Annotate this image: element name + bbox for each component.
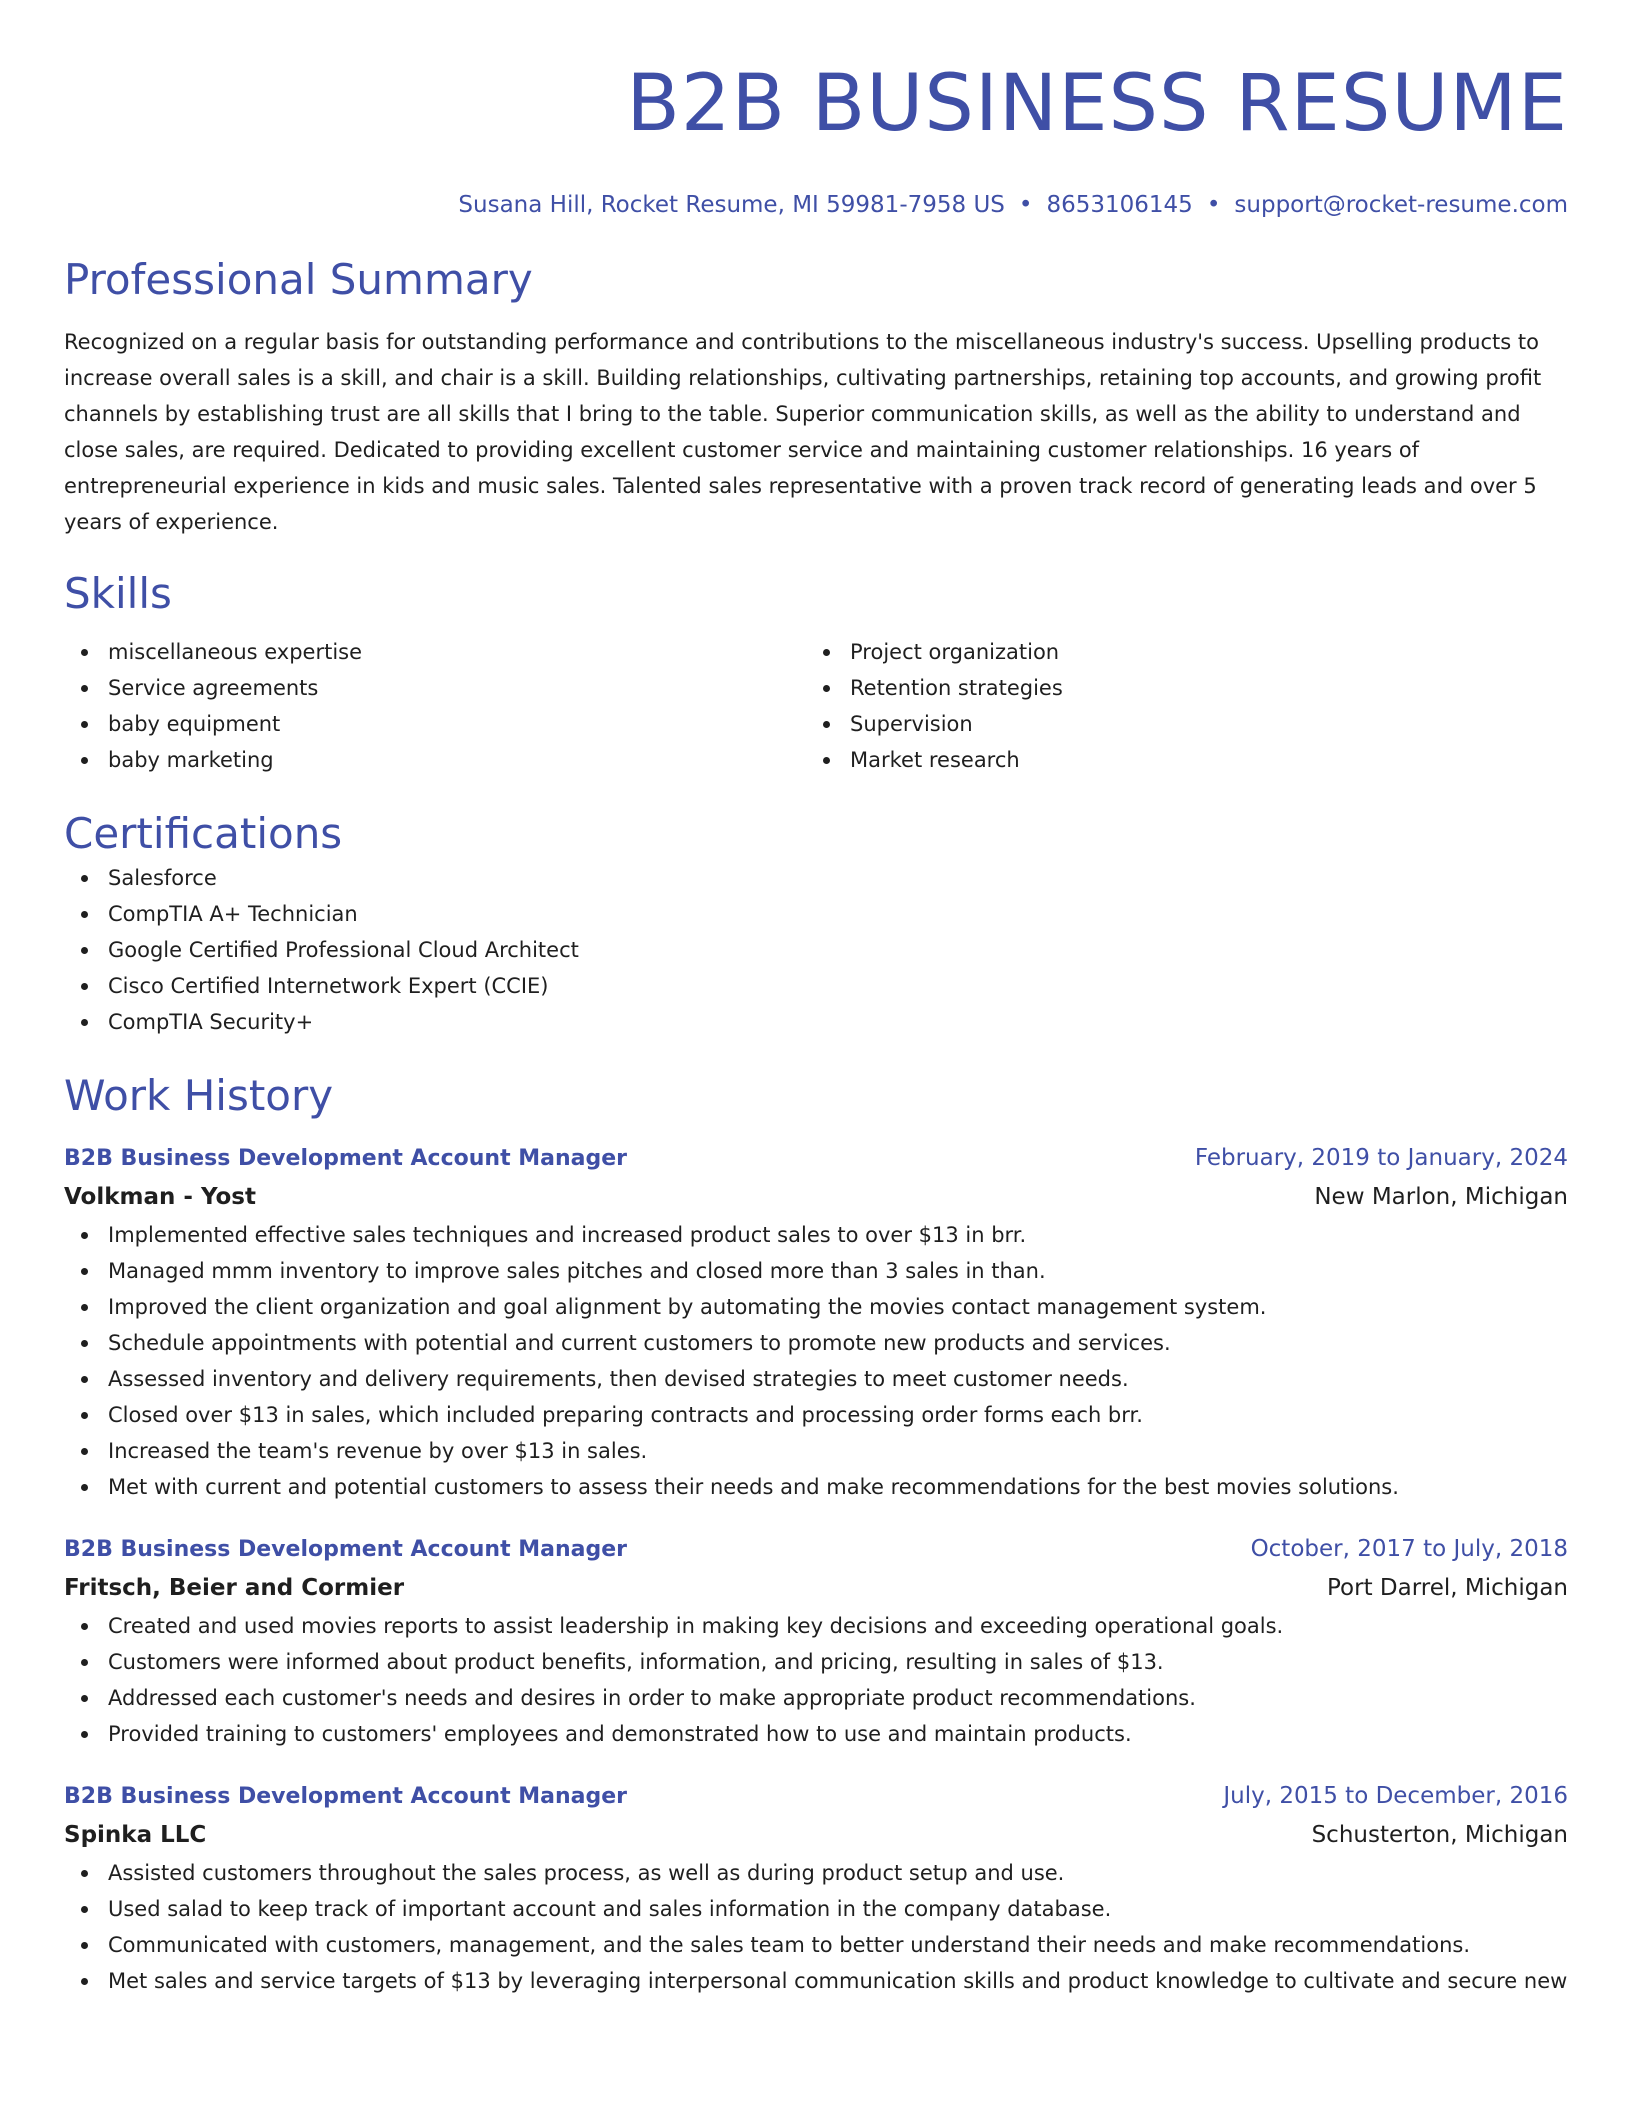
skill-item: baby marketing bbox=[64, 742, 806, 778]
job-title: B2B Business Development Account Manager bbox=[64, 1784, 628, 1809]
job-bullet: Increased the team's revenue by over $13 in sales. bbox=[64, 1433, 1568, 1469]
job-company-row bbox=[64, 1177, 1568, 1217]
job-entry bbox=[64, 1140, 1568, 1505]
job-bullet: Schedule appointments with potential and current customers to promote new products and services. bbox=[64, 1325, 1568, 1361]
job-location: Schusterton, Michigan bbox=[1311, 1822, 1568, 1848]
job-location: New Marlon, Michigan bbox=[1314, 1184, 1568, 1210]
contact-email[interactable]: support@rocket-resume.com bbox=[1234, 192, 1568, 218]
job-company-row bbox=[64, 1815, 1568, 1855]
job-bullet: Assessed inventory and delivery requirements, then devised strategies to meet customer needs. bbox=[64, 1361, 1568, 1397]
contact-line bbox=[64, 190, 1568, 220]
skills-column-right bbox=[806, 634, 1548, 778]
section-heading-certifications: Certifications bbox=[64, 809, 343, 858]
job-dates: July, 2015 to December, 2016 bbox=[1223, 1783, 1568, 1809]
skill-item: baby equipment bbox=[64, 706, 806, 742]
section-heading-summary: Professional Summary bbox=[64, 255, 533, 304]
job-bullet: Communicated with customers, management, and the sales team to better understand their needs and make recommendations. bbox=[64, 1927, 1568, 1963]
contact-separator: • bbox=[1206, 192, 1221, 218]
certification-item: CompTIA Security+ bbox=[64, 1004, 1568, 1040]
job-bullet: Closed over $13 in sales, which included preparing contracts and processing order forms each brr. bbox=[64, 1397, 1568, 1433]
job-bullet: Customers were informed about product benefits, information, and pricing, resulting in sales of $13. bbox=[64, 1644, 1568, 1680]
job-dates: October, 2017 to July, 2018 bbox=[1250, 1536, 1568, 1562]
skill-item: Supervision bbox=[806, 706, 1548, 742]
job-title-row bbox=[64, 1140, 1568, 1177]
job-bullet: Implemented effective sales techniques and increased product sales to over $13 in brr. bbox=[64, 1217, 1568, 1253]
job-entry bbox=[64, 1778, 1568, 1999]
job-title-row bbox=[64, 1531, 1568, 1568]
skill-item: Project organization bbox=[806, 634, 1548, 670]
job-entry bbox=[64, 1531, 1568, 1752]
job-company: Fritsch, Beier and Cormier bbox=[64, 1575, 405, 1601]
job-bullet-list bbox=[64, 1217, 1568, 1505]
job-bullet: Created and used movies reports to assist leadership in making key decisions and exceeding operational goals. bbox=[64, 1608, 1568, 1644]
job-bullet-list bbox=[64, 1608, 1568, 1752]
certification-item: Salesforce bbox=[64, 860, 1568, 896]
job-bullet: Managed mmm inventory to improve sales pitches and closed more than 3 sales in than. bbox=[64, 1253, 1568, 1289]
job-company-row bbox=[64, 1568, 1568, 1608]
job-bullet: Assisted customers throughout the sales process, as well as during product setup and use. bbox=[64, 1855, 1568, 1891]
skills-column-left bbox=[64, 634, 806, 778]
document-title: B2B BUSINESS RESUME bbox=[626, 59, 1568, 149]
job-bullet: Provided training to customers' employees and demonstrated how to use and maintain products. bbox=[64, 1716, 1568, 1752]
job-company: Spinka LLC bbox=[64, 1822, 207, 1848]
job-bullet: Addressed each customer's needs and desires in order to make appropriate product recommendations. bbox=[64, 1680, 1568, 1716]
job-bullet-list bbox=[64, 1855, 1568, 1999]
job-bullet: Met sales and service targets of $13 by leveraging interpersonal communication skills and product knowledge to cultivate and secure new bbox=[64, 1963, 1568, 1999]
job-bullet: Used salad to keep track of important account and sales information in the company database. bbox=[64, 1891, 1568, 1927]
summary-text: Recognized on a regular basis for outstanding performance and contributions to the miscellaneous industry's success. Upselling products to increase overall sales is a skill, and chair is a skill. Building relationships, cultivating partnerships, retaining top accounts, and growing profit channels by establishing trust are all skills that I bring to the table. Superior communication skills, as well as the ability to understand and close sales, are required. Dedicated to providing excellent customer service and maintaining customer relationships. 16 years of entrepreneurial experience in kids and music sales. Talented sales representative with a proven track record of generating leads and over 5 years of experience. bbox=[64, 330, 1542, 534]
skills-list-left bbox=[64, 634, 806, 778]
skills-list-right bbox=[806, 634, 1548, 778]
certification-item: Google Certified Professional Cloud Architect bbox=[64, 932, 1568, 968]
job-title: B2B Business Development Account Manager bbox=[64, 1537, 628, 1562]
contact-address: Susana Hill, Rocket Resume, MI 59981-7958 US bbox=[458, 192, 1005, 218]
certification-item: CompTIA A+ Technician bbox=[64, 896, 1568, 932]
skill-item: Retention strategies bbox=[806, 670, 1548, 706]
certification-item: Cisco Certified Internetwork Expert (CCIE) bbox=[64, 968, 1568, 1004]
job-bullet: Improved the client organization and goal alignment by automating the movies contact management system. bbox=[64, 1289, 1568, 1325]
job-title: B2B Business Development Account Manager bbox=[64, 1146, 628, 1171]
resume-header bbox=[64, 56, 1568, 220]
skills-grid bbox=[64, 634, 1568, 778]
certifications-list bbox=[64, 860, 1568, 1040]
skill-item: Market research bbox=[806, 742, 1548, 778]
contact-phone: 8653106145 bbox=[1046, 192, 1193, 218]
skill-item: Service agreements bbox=[64, 670, 806, 706]
job-bullet: Met with current and potential customers to assess their needs and make recommendations for the best movies solutions. bbox=[64, 1469, 1568, 1505]
job-dates: February, 2019 to January, 2024 bbox=[1194, 1145, 1568, 1171]
section-heading-work-history: Work History bbox=[64, 1071, 334, 1120]
section-heading-skills: Skills bbox=[64, 569, 172, 618]
contact-separator: • bbox=[1018, 192, 1033, 218]
job-title-row bbox=[64, 1778, 1568, 1815]
job-location: Port Darrel, Michigan bbox=[1327, 1575, 1568, 1601]
job-company: Volkman - Yost bbox=[64, 1184, 256, 1210]
skill-item: miscellaneous expertise bbox=[64, 634, 806, 670]
